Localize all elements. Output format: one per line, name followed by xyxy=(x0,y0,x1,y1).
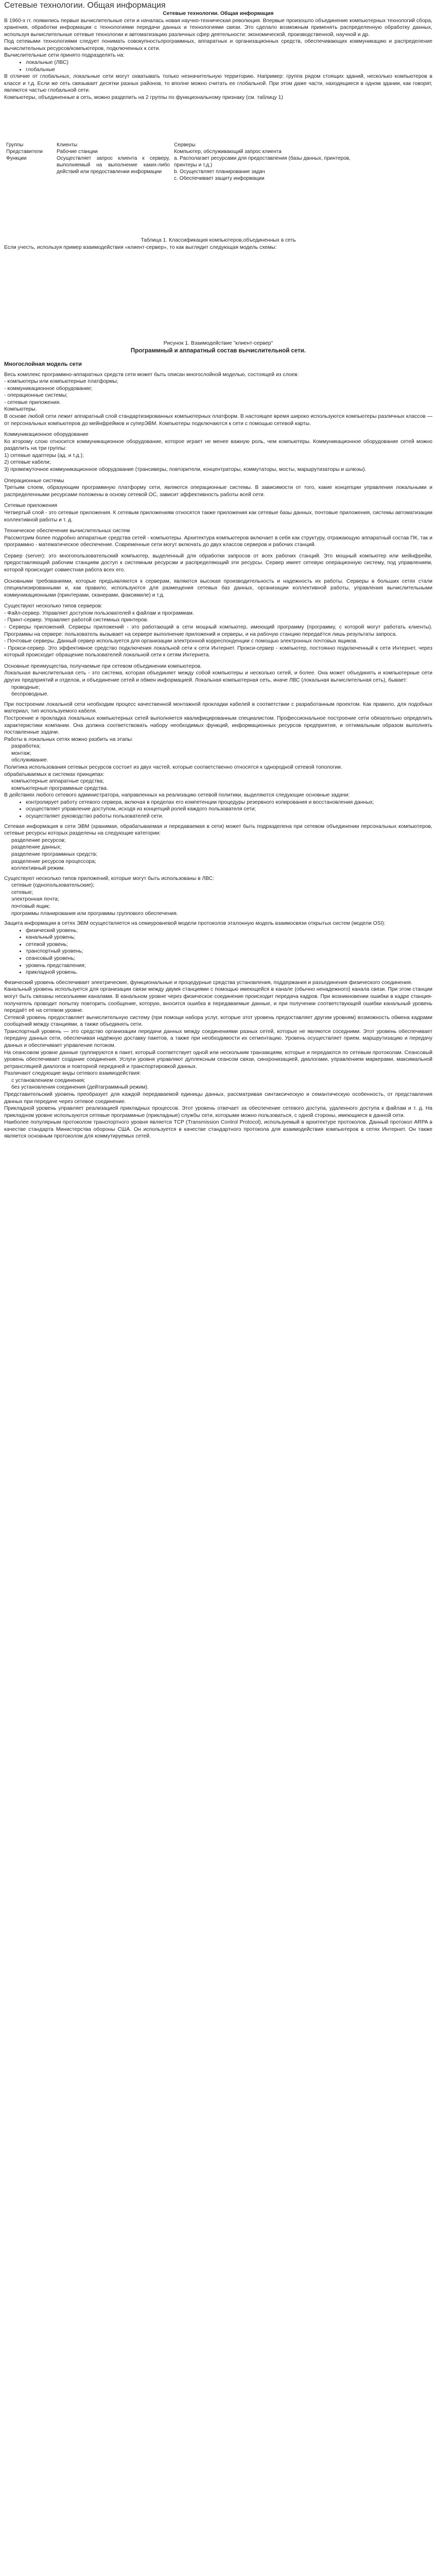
paragraph: При построении локальной сети необходим процесс качественной монтажной прокладки кабелей в соответствии с разработанным проектом. Как правило, для подобных материал, тип используемого кабеля. xyxy=(4,701,432,715)
list-item: - Прокси-сервер. Это эффективное средство подключения локальной сети к сети Интернет. Прокси-сервер - компьютер, постоянно подключенный к сети Интернет, через который происходит обращение пользователей локальной сети к сетям Интернета. xyxy=(4,645,432,658)
list-item: - операционные системы; xyxy=(4,393,68,399)
paragraph: Четвертый слой - это сетевые приложения. К сетевым приложениям относятся также приложения как сетевые базы данных, почтовые приложения, системы автоматизации коллективной работы и т. д. xyxy=(4,510,432,523)
page-title: Сетевые технологии. Общая информация xyxy=(4,1,166,10)
list-item: 2) сетевые кабели; xyxy=(4,460,51,466)
list-item: беспроводные. xyxy=(11,691,49,698)
paragraph: Политика использования сетевых ресурсов состоит из двух частей, которые соответственно относятся к однородной сетевой топологии. xyxy=(4,765,342,770)
paragraph: Сетевая информация в сети ЭВМ (хранимая, обрабатываемая и передаваемая в сети) может быть подразделена при сетевом объединении персональных компьютеров, сетевые ресурсы которых разделены на следующие категории: xyxy=(4,823,432,837)
paragraph: Ко второму слою относится коммуникационное оборудование, которое играет не менее важную роль, чем компьютеры. Коммуникационное оборудование сетей можно разделить на три группы: xyxy=(4,438,432,452)
table-caption: Таблица 1. Классификация компьютеров,объединенных в сеть xyxy=(141,238,296,243)
list-item: • уровень представления; xyxy=(26,962,432,970)
list-item: обслуживание. xyxy=(11,757,48,764)
paragraph: В 1960-х гг. появились первые вычислительные сети и началась новая научно-техническая революция. Впервые произошло объединение компьютерных технологий сбора, хранения, обработки информации с технологиями передачи данных и технологиями связи. Это сделало возможным применять распределенную обработку данных, используя вычислительные сетевые технологии и автоматизацию различных сфер деятельности: экономической, производственной, научной и др. xyxy=(4,18,432,38)
paragraph: В основе любой сети лежит аппаратный слой стандартизированных компьютерных платформ. В настоящее время широко используются компьютеры различных классов — от персональных компьютеров до мейнфреймов и суперЭВМ. Компьютеры подключаются к сети с помощью сетевой карты. xyxy=(4,413,432,427)
list-item: • сеансовый уровень; xyxy=(26,955,432,962)
list-item: • сетевой уровень; xyxy=(26,941,432,948)
section-heading: Программный и аппаратный состав вычислительной сети. xyxy=(130,347,306,354)
model-section xyxy=(4,361,432,1140)
paragraph: Сетевой уровень предоставляет вычислительную систему (при помощи набора услуг, которые этот уровень предоставляет другим уровням) возможность обмена кадрами сообщений между станциями, а также объединять сети. xyxy=(4,1014,432,1028)
figure-caption-section xyxy=(4,340,432,355)
paragraph: Построение и прокладка локальных компьютерных сетей выполняется квалифицированным специалистом. Профессиональное построение сети обязательно определить характеристики компании. Она должна соответствовать набору необходимых функций, информационных ресурсов предприятия, и оптимальным образом выполнять поставленные задачи. xyxy=(4,715,432,736)
list-item: 3) промежуточное коммуникационное оборудование (трансиверы, повторители, концентраторы, коммутаторы, мосты, маршрутизаторы и шлюзы). xyxy=(4,467,367,473)
list-item: проводные; xyxy=(11,684,40,690)
paragraph: Локальная вычислительная сеть - это система, которая объединяет между собой компьютеры и несколько сетей, и более. Она может объединять и компьютерные сети других предприятий и отделов, и объединение сетей и обмен информацией. Локальная компьютерная сеть, иначе ЛВС (локальная вычислительная сеть), бывает: xyxy=(4,670,432,684)
list-item: без установления соединения (дейтаграммный режим). xyxy=(11,1084,149,1091)
list-item: сетевые; xyxy=(11,889,33,895)
list-item: разделение ресурсов; xyxy=(11,837,66,843)
list-item: разделение данных; xyxy=(11,844,62,851)
list-item: коллективный режим. xyxy=(11,866,65,872)
list-item: - коммуникационное оборудование; xyxy=(4,385,93,392)
list-item: • осуществляет управление доступом, исходя из концепций ролей каждого пользователя сети; xyxy=(26,806,432,813)
figure-placeholder xyxy=(4,258,432,337)
paragraph: Существуют несколько типов приложений, которые могут быть использованы в ЛВС: xyxy=(4,875,214,882)
paragraph: Основные преимущества, получаемые при сетевом объединении компьютеров. xyxy=(4,663,202,669)
list-item: компьютерные аппаратные средства; xyxy=(11,778,104,785)
article-subtitle: Сетевые технологии. Общая информация xyxy=(163,11,274,16)
paragraph: На сеансовом уровне данные группируются в пакет, который соответствует одной или нескольким транзакциям, которые и передаются по сетевым протоколам. Сеансовый уровень обеспечивает создание соединения. Услуги уровня управляют дуплексным сеансом связи, синхронизацией, диалогами, управлением маркерами, максимальной ретрансляцией диалогов и повторной передачей и транспортировкой данных. xyxy=(4,1049,432,1070)
table-cell: Компьютер, обслуживающий запрос клиента xyxy=(174,149,282,155)
list-item: • транспортный уровень; xyxy=(26,948,432,955)
list-item: разделение программных средств; xyxy=(11,851,98,857)
list-item: с установлением соединения; xyxy=(11,1077,85,1083)
table-cell: c. Обеспечивает защиту информации xyxy=(174,176,265,181)
table-cell: Рабочие станции xyxy=(57,149,98,155)
list-item: • прикладной уровень. xyxy=(26,969,432,976)
list-item: программы планирования или программы группового обеспечения. xyxy=(11,910,178,917)
paragraph: Рассмотрим более подробно аппаратные средства сетей - компьютеры. Архитектура компьютеров включает в себя как структуру, отражающую аппаратный состав ПК, так и программно - математическое обеспечение. Современные сети могут включать до двух классов серверов и рабочих станций. xyxy=(4,535,432,548)
paragraph: Сетевые приложения xyxy=(4,503,58,509)
list-item: • осуществляет руководство работы пользователей сети. xyxy=(26,813,432,820)
paragraph: Физический уровень обеспечивает электрические, функциональные и процедурные средства установления, поддержания и разъединения физического соединения. xyxy=(4,979,412,986)
table-caption-section xyxy=(4,237,432,251)
paragraph: Представительский уровень преобразует для каждой передаваемой единицы данных, рассматривая синтаксическую и семантическую особенность, от представления данных при передаче через сетевое соединение. xyxy=(4,1092,432,1105)
list-item: • локальные (ЛВС) xyxy=(26,59,432,66)
paragraph: Техническое обеспечение вычислительных систем xyxy=(4,528,130,534)
list-item: монтаж; xyxy=(11,750,31,756)
paragraph: Сервер (server): это многопользовательский компьютер, выделенный для обработки запросов от всех рабочих станций. Это мощный компьютер или мейнфрейм, предоставляющий рабочим станциям доступ к системным ресурсам и распределяющий эти ресурсы. Сервер имеет сетевую операционную систему, под управлением, которой происходит совместная работа всех его. xyxy=(4,553,432,573)
paragraph: Различают следующие виды сетевого взаимодействия: xyxy=(4,1071,141,1077)
table-cell: Функции xyxy=(6,156,27,161)
table-cell: Осуществляет запрос клиента к серверу, выполняемый на выполнение каких-либо действий или предоставлении информации xyxy=(57,156,170,175)
computers-table xyxy=(4,142,375,182)
paragraph: Существуют несколько типов серверов: xyxy=(4,603,102,609)
paragraph: Вычислительные сети принято подразделять на: xyxy=(4,53,125,59)
table-header: Серверы xyxy=(174,142,196,148)
list-item: сетевые (однопользовательские); xyxy=(11,883,95,889)
figure-caption: Рисунок 1. Взаимодействие "клиент-сервер" xyxy=(163,341,273,346)
table-header: Группы xyxy=(6,142,24,148)
list-item: разделение ресурсов процессора; xyxy=(11,858,96,865)
list-item: - Файл-сервер. Управляет доступом пользователей к файлам и программам. xyxy=(4,610,194,616)
list-item: электронная почта; xyxy=(11,896,59,903)
paragraph: Компьютеры. xyxy=(4,406,37,413)
list-item: - Почтовые серверы. Данный сервер используется для организации электронной корреспонденции с помощью электронных почтовых ящиков. xyxy=(4,638,358,645)
paragraph: Коммуникационное оборудование xyxy=(4,432,89,438)
paragraph: Если учесть, используя пример взаимодействия «клиент-сервер», то как выглядит следующая модель схемы: xyxy=(4,244,277,250)
list-item: • контролирует работу сетевого сервера, включая в пределах его компетенции процедуры резервного копирования и восстановления данных; xyxy=(26,799,432,806)
table-header: Клиенты xyxy=(57,142,78,148)
paragraph: Канальный уровень используется для организации связи между двумя станциями с помощью имеющейся в канале (обычно ненадежного) канала связи. При этом станции могут быть связаны несколькими каналами. В канальном уровне через физическое соединение происходит передача кадров. При возникновении ошибки в кадре станция-получатель проводит попытку повторить сообщение, которую, вносится ошибка в передаваемые данные, и при получении соответствующей ошибки канальный уровень передаёт её на сетевом уровне. xyxy=(4,987,432,1014)
paragraph: Работы в локальных сетях можно разбить на этапы: xyxy=(4,736,133,742)
list-item: - Серверы приложений. Серверы приложений - это работающий в сети мощный компьютер, имеющий программу (программу, с которой могут работать клиенты). Программы на сервере: пользователь вызывает на сервере выполнение приложений и серверы, и на рабочую станцию передаётся лишь результаты запроса. xyxy=(4,624,432,637)
list-item: • глобальные xyxy=(26,66,432,74)
list-item: компьютерные программные средства. xyxy=(11,785,108,791)
list-item: - Принт-сервер. Управляет работой системных принтеров. xyxy=(4,617,149,623)
table-cell: а. Располагает ресурсами для предоставления (базы данных, принтеров, принтеры и т.д.) xyxy=(174,156,351,168)
paragraph: Весь комплекс программно-аппаратных средств сети может быть описан многослойной моделью, состоящей из слоев: xyxy=(4,371,299,378)
paragraph: Защита информации в сетях ЭВМ осуществляется на семиуровневой модели протоколов эталонную модель взаимосвязи открытых систем (модели OSI): xyxy=(4,921,386,927)
table-cell: b. Осуществляет планирование задач xyxy=(174,169,265,175)
section-heading: Многослойная модель сети xyxy=(4,361,82,367)
list-item: • канальный уровень; xyxy=(26,934,432,941)
paragraph: Третьим слоем, образующим программную платформу сети, являются операционные системы. В зависимости от того, какие концепции управления локальными и распределенными ресурсами положены в основу сетевой ОС, зависит эффективность работы всей сети. xyxy=(4,485,432,498)
paragraph: В отличие от глобальных, локальные сети могут охватывать только незначительную территорию. Например: группа рядом стоящих зданий, несколько компьютеров в классе и т.д. Если же сеть связывает десятки разных районов, то вполне можно считать ее глобальной. При этом даже части, находящиеся в одном здании, как говорят, являются частью глобальной сети. xyxy=(4,74,432,94)
list-item: - компьютеры или компьютерные платформы; xyxy=(4,379,118,385)
paragraph: Транспортный уровень — это средство организации передачи данных между соединениями разных сетей, которые не являются соседними. Этот уровень обеспечивает передачу данных сети, обеспечивая надёжную доставку пакетов, а также при необходимости их сегментацию. Уровень осуществляет прием, маршрутизацию и передачу данных и обеспечивает управление потоком. xyxy=(4,1028,432,1048)
paragraph: Компьютеры, объединенные в сеть, можно разделить на 2 группы по функциональному признаку (см. таблицу 1) xyxy=(4,94,283,100)
list-item: разработка; xyxy=(11,743,41,750)
list-item: почтовый ящик; xyxy=(11,903,50,909)
paragraph: Основными требованиями, которые предъявляются к серверам, являются высокая производительность и надежность их работы. Серверы в больших сетях стали специализированными и, как правило, используются для размещения сетевых баз данных, организации коллективной работы, управления вычислительными коммуникационными (принтерами, сканерами, факсимиле) и т.д. xyxy=(4,578,432,598)
paragraph: Операционные системы xyxy=(4,478,64,484)
paragraph: обрабатываемых в системах принципах: xyxy=(4,771,104,777)
paragraph: Прикладной уровень управляет реализацией прикладных процессов. Этот уровень отвечает за обеспечение сетевого доступа, удаленного доступа к файлам и т. д. На прикладном уровне используются сетевые программные (прикладные) службы сети, которыми можно пользоваться, с одной стороны, имеющиеся в данной сети. xyxy=(4,1106,432,1118)
list-item: - сетевые приложения. xyxy=(4,399,61,405)
table-cell: Представители xyxy=(6,149,43,155)
paragraph: В действиях любого сетевого администратора, направленных на реализацию сетевой политики, выделяются следующие основные задачи: xyxy=(4,792,350,799)
paragraph: Под сетевыми технологиями следует понимать совокупностьпрограммных, аппаратных и организационных средств, обеспечивающих коммуникацию и распределение вычислительных ресурсов/компьютеров, подключенных к сети. xyxy=(4,39,432,52)
paragraph: Наиболее популярным протоколом транспортного уровня является TCP (Transmission Control Protocol), используемый в архитектуре протоколов. Данный протокол ARPA в качестве стандарта Министерства обороны США. Он используется в качестве стандартного протокола для взаимодействия компьютеров в сетях Интернет. Он также является основным протоколом для коммутируемых сетей. xyxy=(4,1120,432,1140)
list-item: • физический уровень; xyxy=(26,927,432,935)
list-item: 1) сетевые адаптеры (ад. и т.д.); xyxy=(4,452,84,459)
intro-section xyxy=(4,10,432,101)
